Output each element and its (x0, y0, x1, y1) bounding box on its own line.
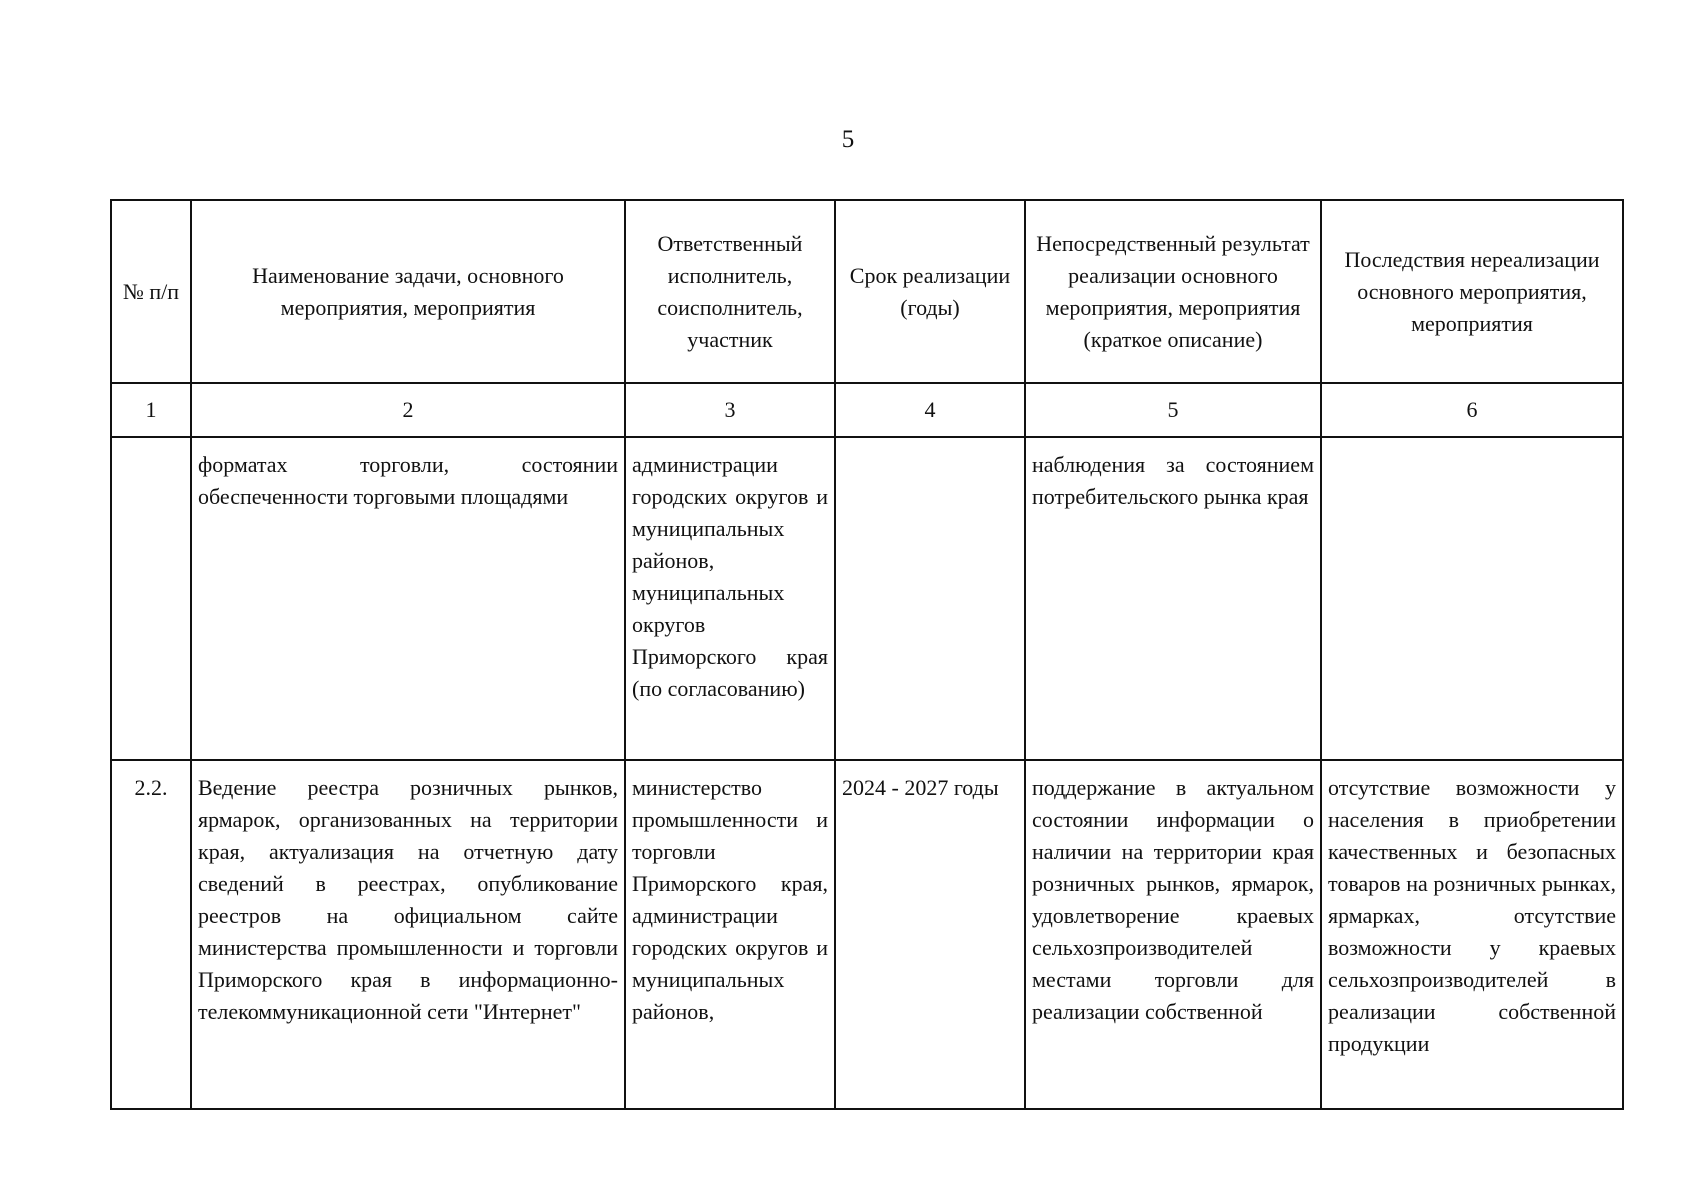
result-text: наблюдения за состоянием потребительского рынка края (1032, 452, 1314, 509)
header-executor: Ответственный исполнитель, соисполнитель, участник (625, 200, 835, 383)
result-cell (1025, 760, 1321, 1109)
executor-cell (625, 437, 835, 760)
column-number: 5 (1025, 383, 1321, 437)
consequences-cell (1321, 437, 1623, 760)
period-cell (835, 760, 1025, 1109)
table-row (111, 760, 1623, 1109)
task-text: форматах торговли, состоянии обеспеченности торговыми площадями (198, 452, 618, 509)
column-number: 2 (191, 383, 625, 437)
task-cell (191, 437, 625, 760)
consequences-text: отсутствие возможности у населения в приобретении качественных и безопасных товаров на розничных рынках, ярмарках, отсутствие возможности у краевых сельхозпроизводителей в реализации собственной продукции (1328, 775, 1616, 1056)
column-number: 3 (625, 383, 835, 437)
task-text: Ведение реестра розничных рынков, ярмарок, организованных на территории края, актуализация на отчетную дату сведений в реестрах, опубликование реестров на официальном сайте министерства промышленности и торговли Приморского края в информационно-телекоммуникационной сети "Интернет" (198, 775, 618, 1024)
task-cell (191, 760, 625, 1109)
header-consequences: Последствия нереализации основного мероприятия, мероприятия (1321, 200, 1623, 383)
activities-table (110, 199, 1624, 1110)
result-text: поддержание в актуальном состоянии информации о наличии на территории края розничных рынков, ярмарок, удовлетворение краевых сельхозпроизводителей местами торговли для реализации собственной (1032, 775, 1314, 1024)
period-cell (835, 437, 1025, 760)
table-header-row (111, 200, 1623, 383)
executor-cell (625, 760, 835, 1109)
header-number: № п/п (111, 200, 191, 383)
header-result: Непосредственный результат реализации основного мероприятия, мероприятия (краткое описание) (1025, 200, 1321, 383)
header-period: Срок реализации (годы) (835, 200, 1025, 383)
period-text: 2024 - 2027 годы (842, 775, 999, 800)
column-number: 1 (111, 383, 191, 437)
column-number: 6 (1321, 383, 1623, 437)
consequences-cell (1321, 760, 1623, 1109)
page-number: 5 (841, 126, 855, 153)
column-number-row (111, 383, 1623, 437)
executor-text: министерство промышленности и торговли Приморского края, администрации городских округов и муниципальных районов, (632, 775, 828, 1024)
table-row (111, 437, 1623, 760)
row-number: 2.2. (111, 760, 191, 1109)
column-number: 4 (835, 383, 1025, 437)
result-cell (1025, 437, 1321, 760)
row-number (111, 437, 191, 760)
executor-text: администрации городских округов и муниципальных районов, муниципальных округов Приморского края (по согласованию) (632, 452, 828, 701)
header-task-name: Наименование задачи, основного мероприятия, мероприятия (191, 200, 625, 383)
